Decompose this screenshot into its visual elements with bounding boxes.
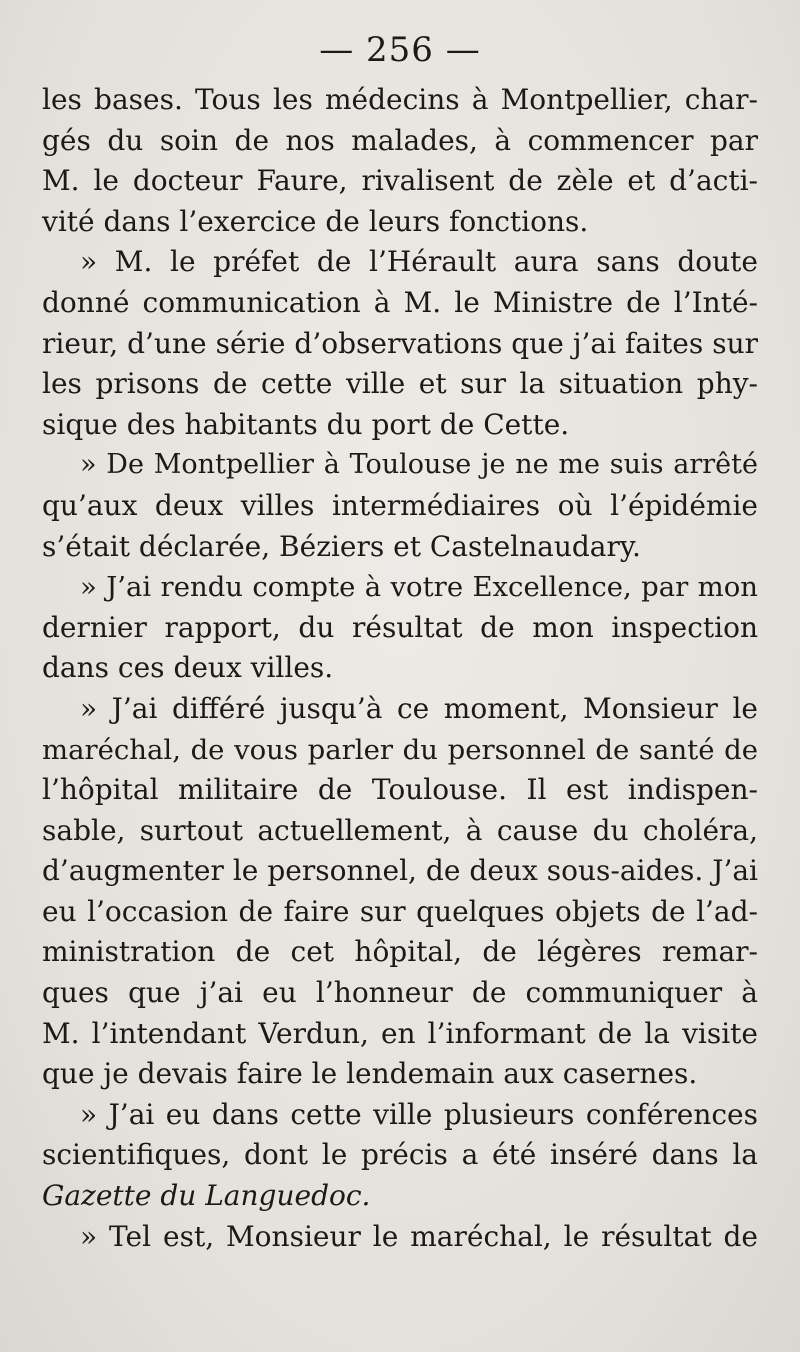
text-line: dans ces deux villes. <box>42 651 334 685</box>
text-line: qu’aux deux villes intermédiaires où l’épidémie <box>42 488 758 522</box>
text-line: » J’ai rendu compte à votre Excellence, par mon <box>80 571 758 604</box>
text-line: » J’ai différé jusqu’à ce moment, Monsieur le <box>80 691 758 725</box>
text-line: eu l’occasion de faire sur quelques objets de l’ad- <box>42 894 758 928</box>
text-line: ques que j’ai eu l’honneur de communiquer à <box>42 976 758 1010</box>
text-line: s’était déclarée, Béziers et Castelnaudary. <box>42 529 641 563</box>
text-line: l’hôpital militaire de Toulouse. Il est indispen- <box>42 773 758 807</box>
text-line: les prisons de cette ville et sur la situation phy- <box>42 367 758 401</box>
text-line: dernier rapport, du résultat de mon inspection <box>42 610 758 644</box>
text-line: sique des habitants du port de Cette. <box>42 407 570 441</box>
text-line: M. l’intendant Verdun, en l’informant de la visite <box>42 1016 758 1050</box>
page-number: — 256 — <box>319 30 481 70</box>
text-line: vité dans l’exercice de leurs fonctions. <box>42 204 589 238</box>
text-line: ministration de cet hôpital, de légères remar- <box>42 935 758 969</box>
text-line: » Tel est, Monsieur le maréchal, le résultat de <box>80 1219 758 1253</box>
text-line: gés du soin de nos malades, à commencer par <box>42 123 758 157</box>
body-text <box>42 80 758 1257</box>
text-line: scientifiques, dont le précis a été inséré dans la <box>42 1138 758 1172</box>
text-line: M. le docteur Faure, rivalisent de zèle et d’acti- <box>42 164 758 198</box>
text-line: d’augmenter le personnel, de deux sous-aides. J’ai <box>42 854 758 888</box>
text-line: que je devais faire le lendemain aux casernes. <box>42 1057 698 1091</box>
text-line: donné communication à M. le Ministre de l’Inté- <box>42 285 758 319</box>
text-line: sable, surtout actuellement, à cause du choléra, <box>42 813 758 847</box>
text-line: » M. le préfet de l’Hérault aura sans doute <box>80 245 758 279</box>
text-line: rieur, d’une série d’observations que j’ai faites sur <box>42 326 758 360</box>
text-line: Gazette du Languedoc. <box>42 1179 371 1213</box>
text-line: » J’ai eu dans cette ville plusieurs conférences <box>80 1097 758 1131</box>
text-line: maréchal, de vous parler du personnel de santé de <box>42 733 758 766</box>
text-line: les bases. Tous les médecins à Montpellier, char- <box>42 83 758 116</box>
text-line: » De Montpellier à Toulouse je ne me suis arrêté <box>80 449 758 481</box>
